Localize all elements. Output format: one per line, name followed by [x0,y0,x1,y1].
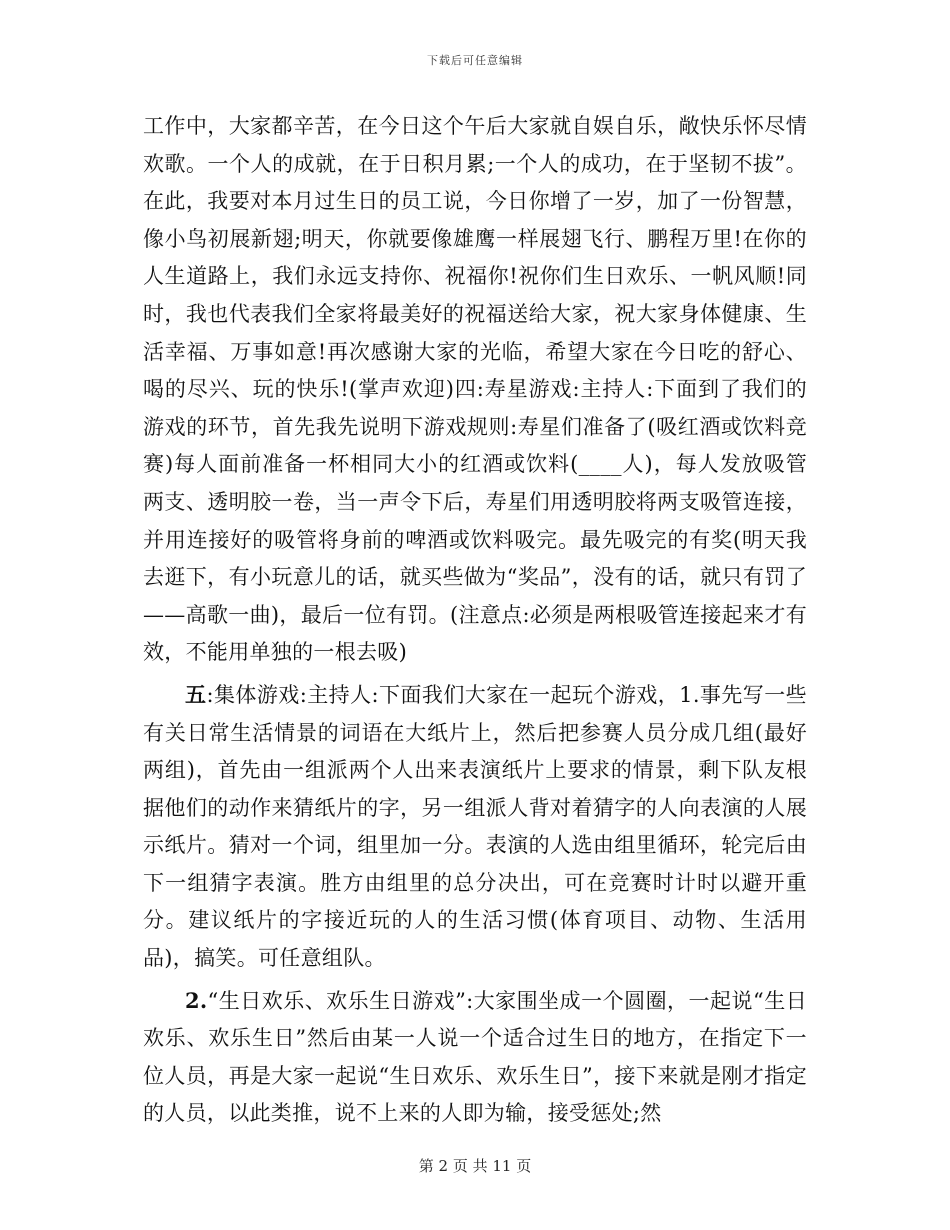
paragraph-3-lead: 2. [185,987,208,1013]
paragraph-3 [143,982,807,1133]
paragraph-3-text: “生日欢乐、欢乐生日游戏”:大家围坐成一个圆圈，一起说“生日欢乐、欢乐生日”然后由某一人说一个适合过生日的地方，在指定下一位人员，再是大家一起说“生日欢乐、欢乐生日”，接下来就是刚才指定的人员，以此类推，说不上来的人即为输，接受惩处;然 [143,988,807,1126]
paragraph-2-lead: 五 [185,681,207,707]
paragraph-2-text: :集体游戏:主持人:下面我们大家在一起玩个游戏，1.事先写一些有关日常生活情景的词语在大纸片上，然后把参赛人员分成几组(最好两组)，首先由一组派两个人出来表演纸片上要求的情景，剩下队友根据他们的动作来猜纸片的字，另一组派人背对着猜字的人向表演的人展示纸片。猜对一个词，组里加一分。表演的人选由组里循环，轮完后由下一组猜字表演。胜方由组里的总分决出，可在竞赛时计时以避开重分。建议纸片的字接近玩的人的生活习惯(体育项目、动物、生活用品)，搞笑。可任意组队。 [143,682,807,971]
document-body [143,108,807,1133]
paragraph-1-text: 工作中，大家都辛苦，在今日这个午后大家就自娱自乐，敞快乐怀尽情欢歌。一个人的成就，在于日积月累;一个人的成功，在于坚韧不拔”。在此，我要对本月过生日的员工说，今日你增了一岁，加了一份智慧，像小鸟初展新翅;明天，你就要像雄鹰一样展翅飞行、鹏程万里!在你的人生道路上，我们永远支持你、祝福你!祝你们生日欢乐、一帆风顺!同时，我也代表我们全家将最美好的祝福送给大家，祝大家身体健康、生活幸福、万事如意!再次感谢大家的光临，希望大家在今日吃的舒心、喝的尽兴、玩的快乐!(掌声欢迎)四:寿星游戏:主持人:下面到了我们的游戏的环节，首先我先说明下游戏规则:寿星们准备了(吸红酒或饮料竞赛)每人面前准备一杯相同大小的红酒或饮料(____人)，每人发放吸管两支、透明胶一卷，当一声令下后，寿星们用透明胶将两支吸管连接，并用连接好的吸管将身前的啤酒或饮料吸完。最先吸完的有奖(明天我去逛下，有小玩意儿的话，就买些做为“奖品”，没有的话，就只有罚了——高歌一曲)，最后一位有罚。(注意点:必须是两根吸管连接起来才有效，不能用单独的一根去吸) [143,114,807,665]
paragraph-1 [143,108,807,672]
paragraph-2 [143,676,807,978]
page-header: 下载后可任意编辑 [427,54,523,67]
page-footer: 第 2 页 共 11 页 [418,1157,532,1175]
